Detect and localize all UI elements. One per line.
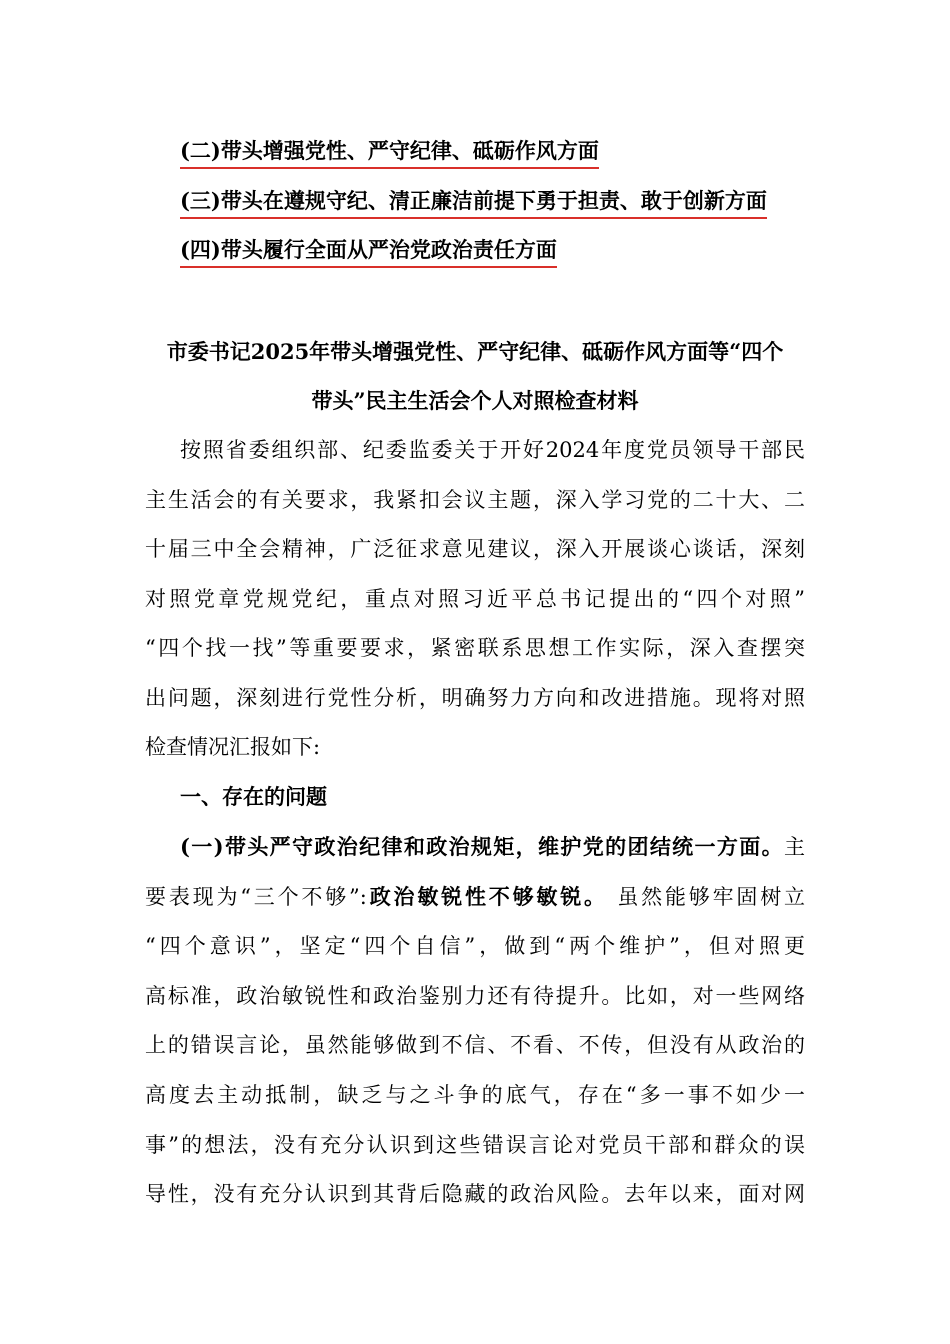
subsection-line: 事”的想法，没有充分认识到这些错误言论对党员干部和群众的误 — [145, 1133, 805, 1157]
subsection-line: 导性，没有充分认识到其背后隐藏的政治风险。去年以来，面对网 — [145, 1182, 805, 1206]
subsection-line: 高标准，政治敏锐性和政治鉴别力还有待提升。比如，对一些网络 — [145, 984, 805, 1008]
section-heading: 一、存在的问题 — [180, 784, 327, 809]
intro-line: 检查情况汇报如下: — [145, 735, 321, 759]
toc-item-4: (四)带头履行全面从严治党政治责任方面 — [180, 235, 557, 268]
intro-line: 十届三中全会精神，广泛征求意见建议，深入开展谈心谈话，深刻 — [145, 537, 805, 561]
subsection-heading: (一)带头严守政治纪律和政治规矩，维护党的团结统一方面。 — [180, 834, 784, 859]
toc-item-2: (二)带头增强党性、严守纪律、砥砺作风方面 — [180, 136, 599, 169]
text: 要表现为“三个不够”: — [145, 885, 367, 909]
text: 虽然能够牢固树立 — [617, 885, 806, 909]
subsection-line: “四个意识”，坚定“四个自信”，做到“两个维护”，但对照更 — [145, 934, 805, 958]
intro-line: 按照省委组织部、纪委监委关于开好2024年度党员领导干部民 — [180, 438, 805, 462]
subsection-line: 高度去主动抵制，缺乏与之斗争的底气，存在“多一事不如少一 — [145, 1083, 805, 1107]
intro-line: 出问题，深刻进行党性分析，明确努力方向和改进措施。现将对照 — [145, 686, 805, 710]
intro-line: 对照党章党规党纪，重点对照习近平总书记提出的“四个对照” — [145, 587, 805, 611]
subsection-line — [145, 882, 805, 912]
intro-line: 主生活会的有关要求，我紧扣会议主题，深入学习党的二十大、二 — [145, 488, 805, 512]
bold-point: 政治敏锐性不够敏锐。 — [366, 884, 608, 909]
document-title-line-2: 带头”民主生活会个人对照检查材料 — [311, 388, 639, 413]
subsection-line: 上的错误言论，虽然能够做到不信、不看、不传，但没有从政治的 — [145, 1033, 805, 1057]
text: 主 — [784, 835, 805, 859]
toc-item-3: (三)带头在遵规守纪、清正廉洁前提下勇于担责、敢于创新方面 — [180, 186, 767, 219]
intro-line: “四个找一找”等重要要求，紧密联系思想工作实际，深入查摆突 — [145, 636, 805, 660]
subsection-line — [180, 832, 805, 862]
document-title-line-1: 市委书记2025年带头增强党性、严守纪律、砥砺作风方面等“四个 — [166, 339, 784, 364]
